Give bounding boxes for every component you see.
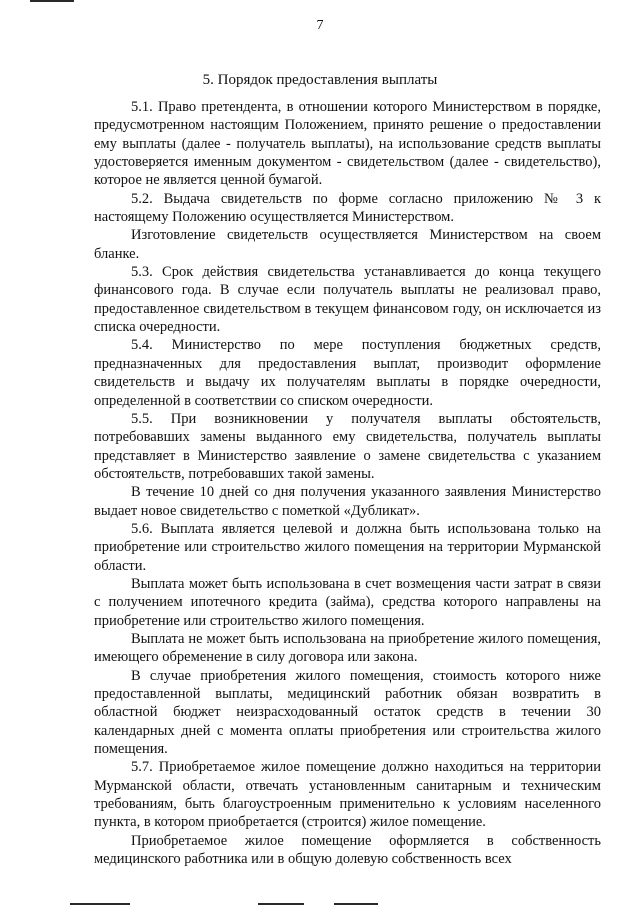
paragraph-duplicate: В течение 10 дней со дня получения указанного заявления Министерство выдает новое свидетельство с пометкой «Дубликат».	[94, 484, 601, 519]
paragraph-5-6: 5.6. Выплата является целевой и должна быть использована только на приобретение или строительство жилого помещения на территории Мурманской области.	[94, 520, 601, 574]
paragraph-5-2: 5.2. Выдача свидетельств по форме согласно приложению № 3 к настоящему Положению осуществляется Министерством.	[94, 190, 601, 226]
paragraph-5-4: 5.4. Министерство по мере поступления бюджетных средств, предназначенных для предоставления выплат, производит оформление свидетельств и выдачу их получателям выплаты в порядке очередности, определенной в соответствии со списком очередности.	[94, 337, 601, 409]
paragraph-refund: В случае приобретения жилого помещения, стоимость которого ниже предоставленной выплаты, медицинский работник обязан возвратить в областной бюджет неизрасходованный остаток средств в течении 30 календарных дней с момента оплаты приобретения или строительства жилого помещения.	[94, 667, 601, 758]
paragraph-5-7: 5.7. Приобретаемое жилое помещение должно находиться на территории Мурманской области, отвечать установленным санитарным и техническим требованиям, быть благоустроенным применительно к условиям населенного пункта, в котором приобретается (строится) жилое помещение.	[94, 759, 601, 831]
paragraph-mortgage: Выплата может быть использована в счет возмещения части затрат в связи с получением ипотечного кредита (займа), средства которого направлены на приобретение или строительство жилого помещения.	[94, 575, 601, 629]
body-text	[94, 98, 601, 868]
page-number: 7	[316, 18, 324, 33]
paragraph-encumbrance: Выплата не может быть использована на приобретение жилого помещения, имеющего обременение в силу договора или закона.	[94, 630, 601, 666]
section-title: 5. Порядок предоставления выплаты	[202, 72, 438, 88]
paragraph-5-1: 5.1. Право претендента, в отношении которого Министерством в порядке, предусмотренном настоящим Положением, принято решение о предоставлении ему выплаты (далее - получатель выплаты), на использование средств выплаты удостоверяется именным документом - свидетельством (далее - свидетельство), которое не является ценной бумагой.	[94, 99, 601, 189]
paragraph-ownership: Приобретаемое жилое помещение оформляется в собственность медицинского работника или в общую долевую собственность всех	[94, 832, 601, 868]
paragraph-blanks: Изготовление свидетельств осуществляется Министерством на своем бланке.	[94, 227, 601, 262]
paragraph-5-3: 5.3. Срок действия свидетельства устанавливается до конца текущего финансового года. В случае если получатель выплаты не реализовал право, предоставленное свидетельством в текущем финансовом году, он исключается из списка очередности.	[94, 264, 601, 336]
scan-mark-top	[30, 0, 74, 2]
paragraph-5-5: 5.5. При возникновении у получателя выплаты обстоятельств, потребовавших замены выданного ему свидетельства, получатель выплаты представляет в Министерство заявление о замене свидетельства с указанием обстоятельств, потребовавших такой замены.	[94, 410, 601, 482]
